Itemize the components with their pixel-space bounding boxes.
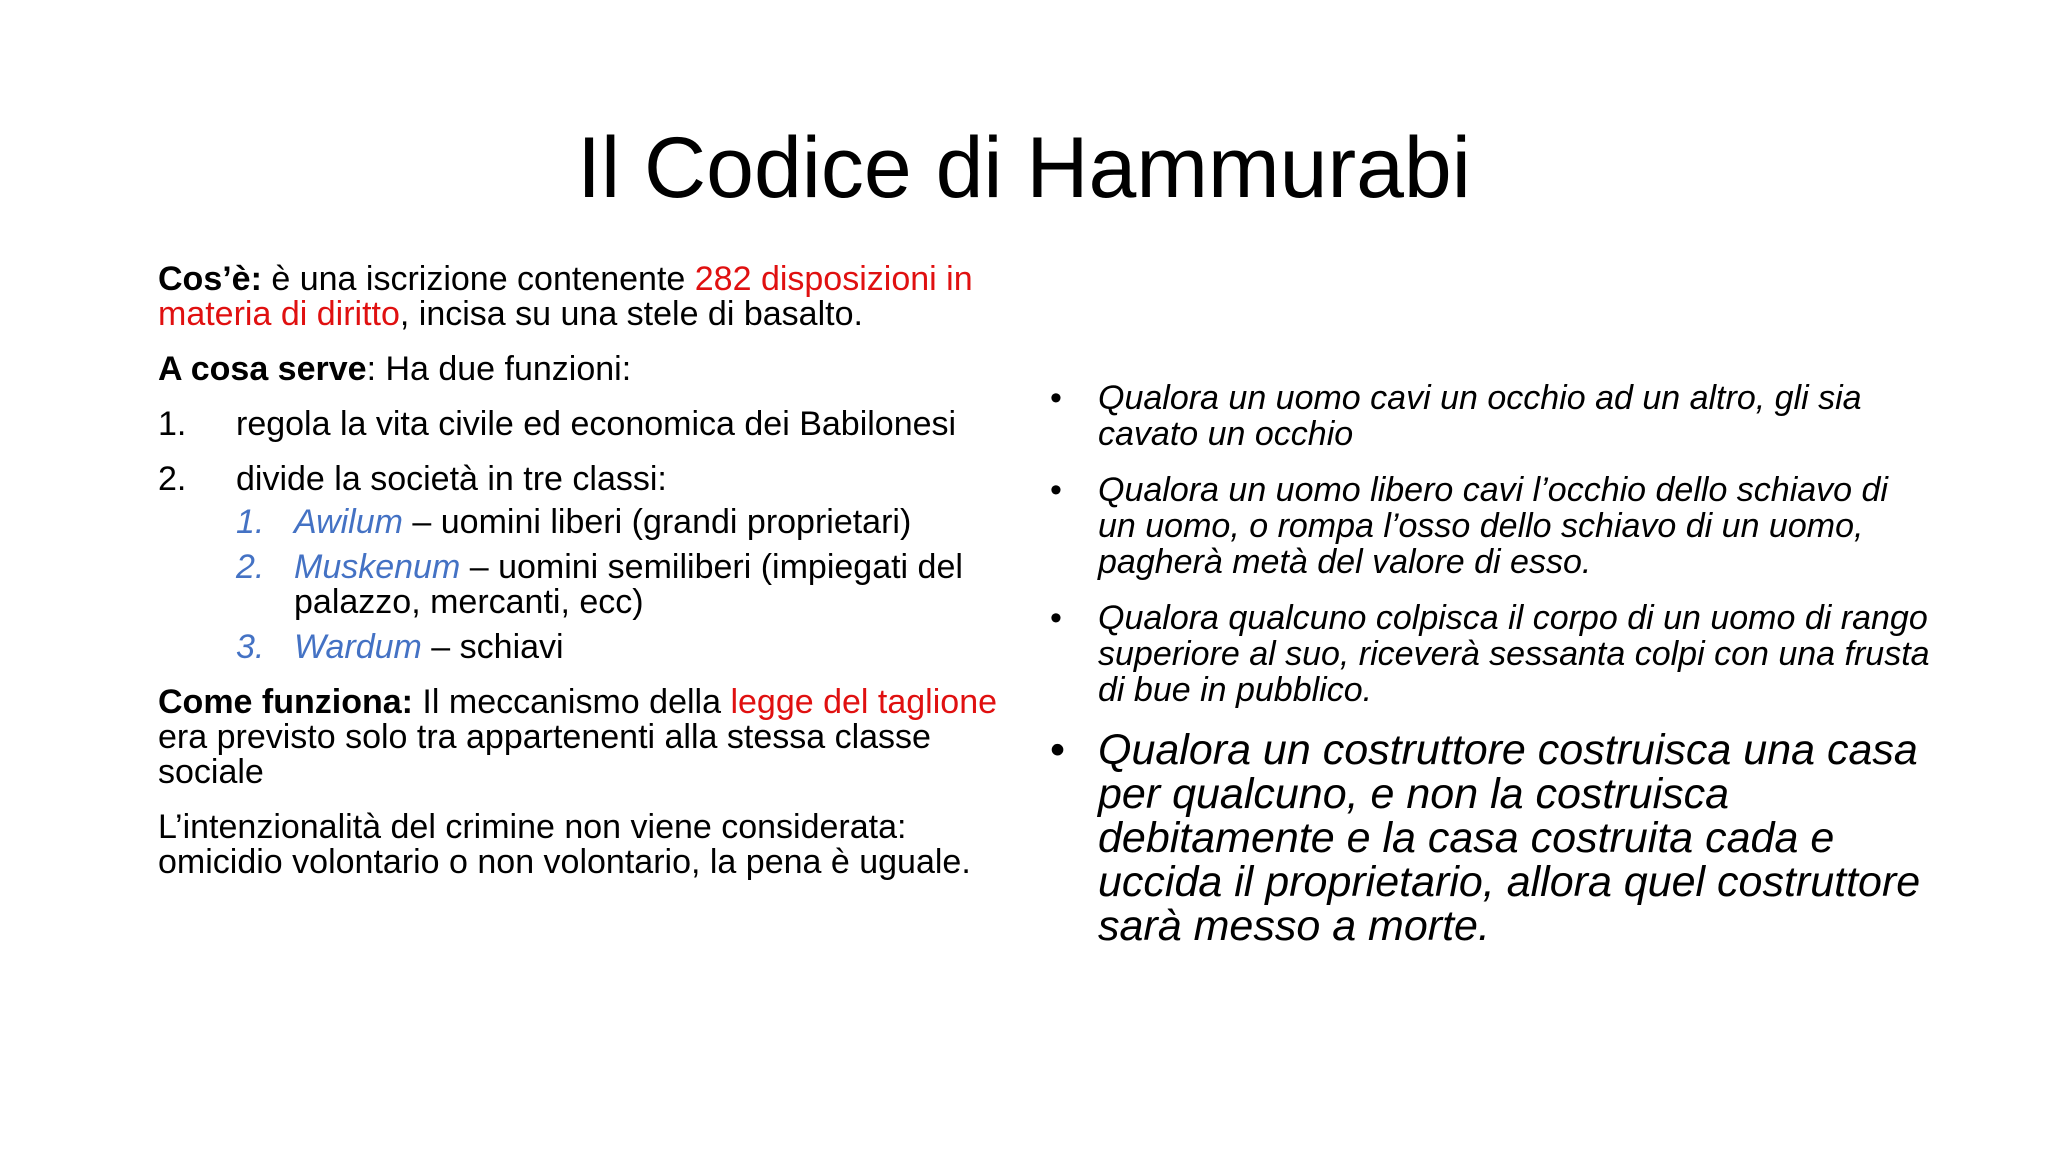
law-text: Qualora un costruttore costruisca una casa per qualcuno, e non la costruisca debitamente e la casa costruita cada e uccida il proprietario, allora quel costruttore sarà messo a morte. — [1098, 726, 1921, 950]
funziona-text-1: Il meccanismo della — [412, 683, 731, 721]
function-text: regola la vita civile ed economica dei Babilonesi — [236, 405, 957, 443]
intenzionalita-paragraph: L’intenzionalità del crimine non viene considerata: omicidio volontario o non volontario, la pena è uguale. — [158, 808, 971, 881]
bullet-icon: • — [1050, 599, 1062, 637]
class-desc: – schiavi — [421, 628, 564, 666]
funziona-paragraph — [158, 685, 1018, 790]
cose-highlight: 282 disposizioni in materia di diritto — [158, 260, 973, 333]
function-number: 1. — [158, 405, 187, 443]
bullet-icon: • — [1050, 471, 1062, 509]
serve-label: A cosa serve — [158, 350, 367, 388]
cose-text-2: , incisa su una stele di basalto. — [399, 295, 863, 333]
right-column — [1050, 380, 1930, 968]
law-text: Qualora qualcuno colpisca il corpo di un uomo di rango superiore al suo, riceverà sessanta colpi con una frusta di bue in pubblico. — [1098, 599, 1930, 709]
function-item-1 — [158, 407, 1018, 442]
class-name: Wardum — [294, 628, 422, 666]
class-item-wardum — [236, 630, 1018, 665]
law-bullet-1 — [1050, 380, 1930, 452]
class-desc: – uomini liberi (grandi proprietari) — [402, 503, 912, 541]
law-bullet-2 — [1050, 472, 1930, 580]
class-name: Awilum — [294, 503, 403, 541]
funziona-highlight: legge del taglione — [730, 683, 998, 721]
function-number: 2. — [158, 460, 187, 498]
cose-paragraph — [158, 262, 1018, 332]
serve-paragraph — [158, 352, 1018, 387]
class-list — [236, 505, 1018, 665]
bullet-icon: • — [1050, 726, 1066, 774]
law-text: Qualora un uomo libero cavi l’occhio dello schiavo di un uomo, o rompa l’osso dello schiavo di un uomo, pagherà metà del valore di esso. — [1098, 471, 1888, 581]
cose-label: Cos’è: — [158, 260, 262, 298]
law-bullet-4 — [1050, 728, 1930, 948]
slide-title: Il Codice di Hammurabi — [577, 120, 1471, 216]
funziona-text-2: era previsto solo tra appartenenti alla stessa classe sociale — [158, 718, 931, 791]
left-column — [158, 262, 1018, 900]
cose-text-1: è una iscrizione contenente — [261, 260, 695, 298]
law-bullet-3 — [1050, 600, 1930, 708]
class-desc: – uomini semiliberi (impiegati del palazzo, mercanti, ecc) — [294, 548, 963, 621]
class-item-awilum — [236, 505, 1018, 540]
class-name: Muskenum — [294, 548, 461, 586]
class-number: 1. — [236, 503, 265, 541]
serve-text: : Ha due funzioni: — [366, 350, 632, 388]
class-number: 2. — [236, 548, 265, 586]
function-text: divide la società in tre classi: — [236, 460, 667, 498]
function-item-2 — [158, 462, 1018, 665]
class-item-muskenum — [236, 550, 1018, 620]
funziona-label: Come funziona: — [158, 683, 413, 721]
bullet-icon: • — [1050, 379, 1062, 417]
law-text: Qualora un uomo cavi un occhio ad un altro, gli sia cavato un occhio — [1098, 379, 1862, 453]
class-number: 3. — [236, 628, 265, 666]
